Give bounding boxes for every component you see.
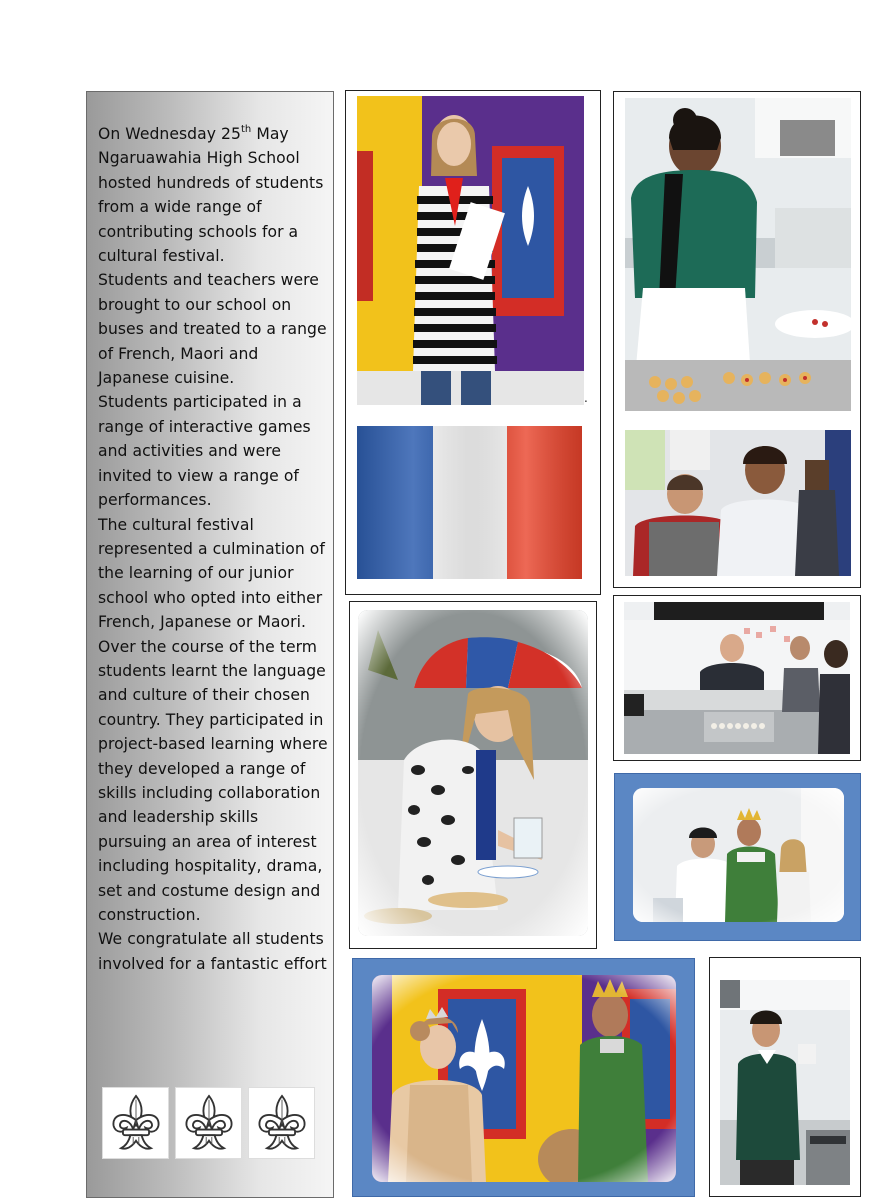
article-paragraph-5: Over the course of the term students learnt the language and culture of their chosen country. They participated in project-based learning where they developed a range of skills including collaboration and leadership skills pursuing an area of interest including hospitality, drama, set and costume design and construction. <box>98 637 328 924</box>
photo-frame-costumes <box>614 773 861 941</box>
fleur-de-lis-icon <box>175 1087 242 1159</box>
fleur-de-lis-icon <box>102 1087 169 1159</box>
fleur-de-lis-row <box>102 1087 315 1159</box>
photo-girl-umbrella-hat <box>358 610 588 936</box>
article-paragraph-4: The cultural festival represented a culmination of the learning of our junior school who opted into either French, Japanese or Maori. <box>98 515 325 632</box>
photo-frame-umbrella <box>349 601 597 949</box>
photo-frame-boy-kitchen <box>709 957 861 1197</box>
photo-frame-kitchen <box>613 91 861 588</box>
article-paragraph-6: We congratulate all students involved for a fantastic effort <box>98 930 327 973</box>
article-paragraph-1: On Wednesday 25th May Ngaruawahia High School hosted hundreds of students from a wide range of contributing schools for a cultural festival. <box>98 123 324 266</box>
photo-boy-kitchen <box>720 980 850 1185</box>
fleur-de-lis-icon <box>248 1087 315 1159</box>
caption-dot: . <box>584 391 588 405</box>
photo-students-classroom <box>625 430 851 576</box>
photo-costumed-students <box>633 788 844 922</box>
article-text <box>98 122 330 976</box>
article-paragraph-2: Students and teachers were brought to our school on buses and treated to a range of French, Maori and Japanese cuisine. <box>98 271 327 388</box>
article-panel <box>86 91 334 1198</box>
photo-frame-drama <box>352 958 695 1197</box>
french-flag-image <box>357 426 582 579</box>
article-paragraph-3: Students participated in a range of interactive games and activities and were invited to view a range of performances. <box>98 393 311 510</box>
photo-girl-reading <box>357 96 584 405</box>
photo-student-serving-food <box>625 98 851 411</box>
photo-frame-french <box>345 90 601 595</box>
photo-frame-teacher <box>613 595 861 761</box>
photo-drama-performance <box>372 975 676 1182</box>
photo-teacher-table <box>624 602 850 754</box>
